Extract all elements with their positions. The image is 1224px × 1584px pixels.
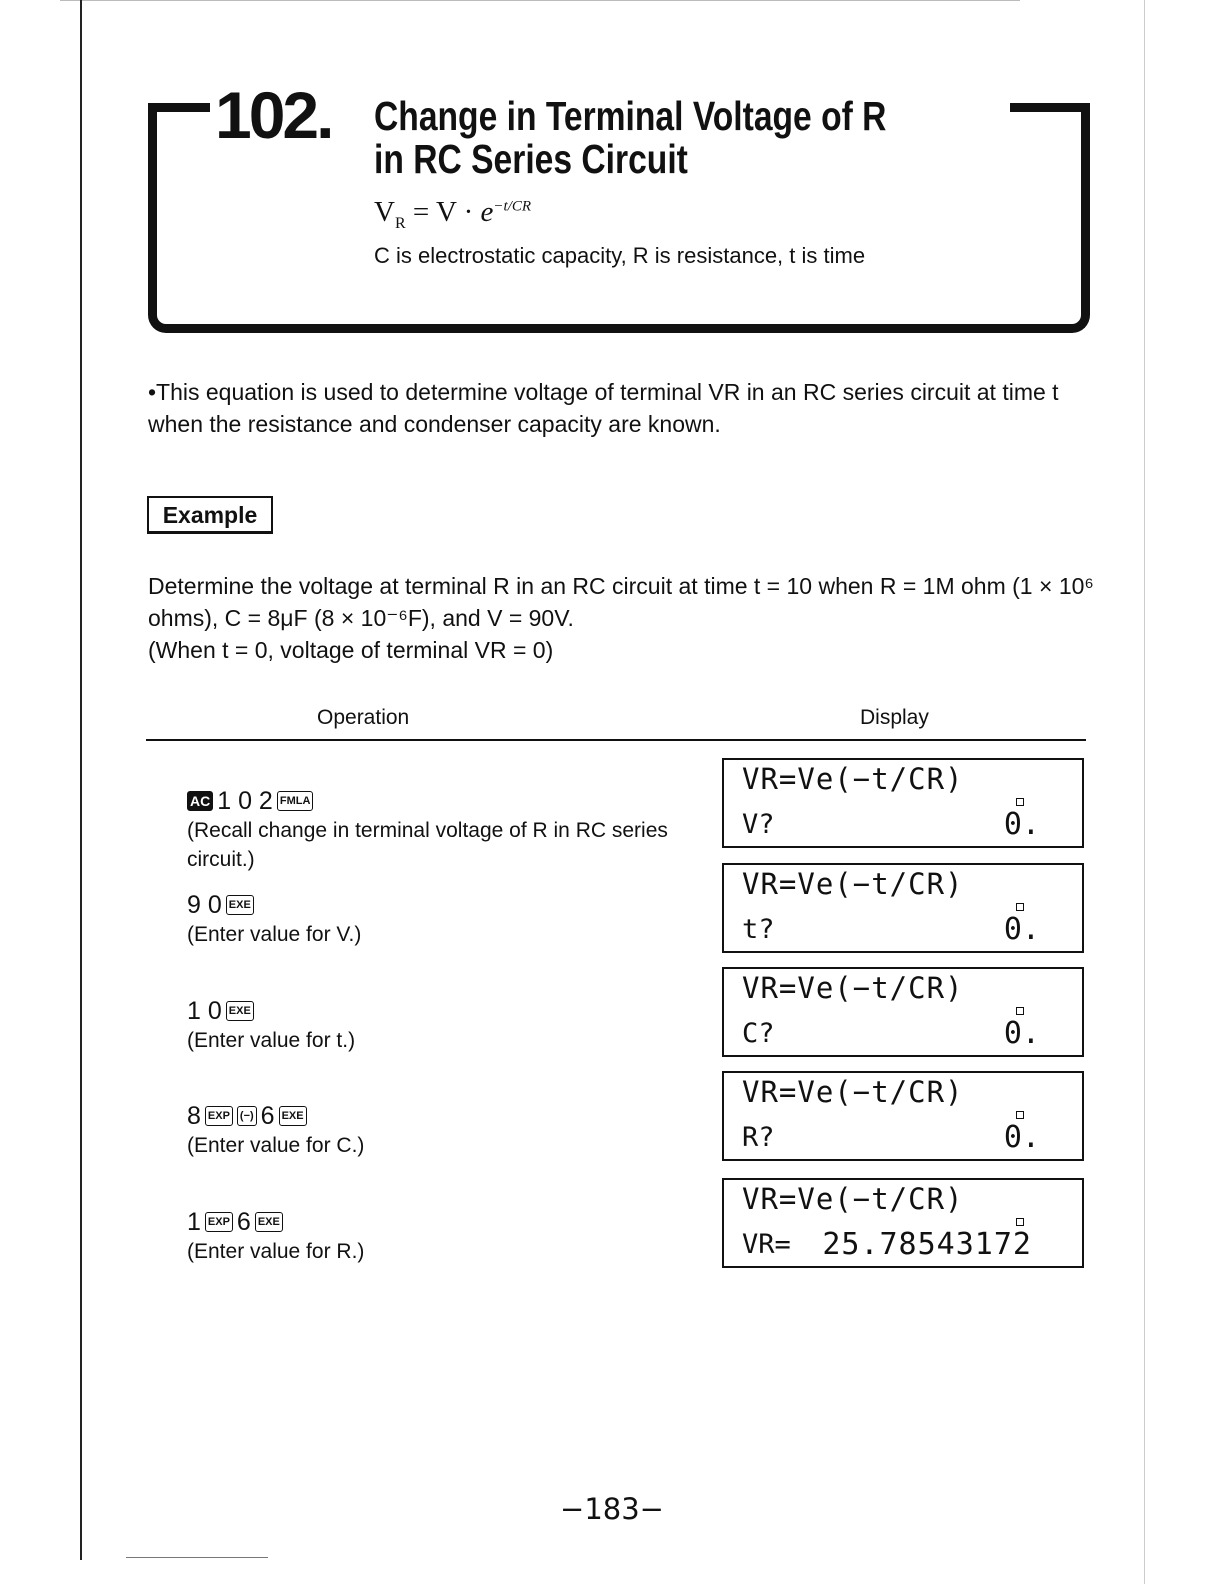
step-note: (Enter value for t.) — [187, 1029, 356, 1052]
display-value: 0. — [1003, 807, 1040, 842]
intro-text: •This equation is used to determine voltage of terminal VR in an RC series circuit at time t when the resistance and condenser capacity are known. — [148, 379, 1059, 437]
step-note: (Enter value for C.) — [187, 1134, 365, 1157]
header-divider — [146, 739, 1086, 741]
display-indicator-icon — [1016, 903, 1024, 911]
operation-step — [187, 1101, 707, 1160]
ac-key: AC — [187, 791, 213, 811]
display-result-value: 25.78543172 — [822, 1227, 1032, 1262]
display-column-header: Display — [860, 706, 929, 729]
display-formula: VR=Ve(−t/CR) — [742, 867, 964, 901]
calculator-display — [722, 758, 1084, 848]
calculator-display — [722, 1071, 1084, 1161]
key-digit: 6 — [260, 1101, 275, 1130]
formula — [374, 196, 531, 233]
example-problem — [148, 570, 1098, 666]
key-sequence — [187, 996, 707, 1026]
step-note: (Enter value for R.) — [187, 1240, 365, 1263]
exe-key: EXE — [255, 1212, 283, 1232]
key-sequence — [187, 1207, 707, 1237]
formula-base: e — [480, 196, 494, 228]
display-prompt: C? — [742, 1018, 775, 1049]
key-digits: 9 0 — [187, 890, 222, 919]
page-number: −183− — [560, 1492, 664, 1526]
key-digits: 1 0 2 — [217, 786, 273, 815]
step-note: (Enter value for V.) — [187, 923, 362, 946]
display-prompt: t? — [742, 914, 775, 945]
operation-column-header: Operation — [317, 706, 410, 729]
exe-key: EXE — [226, 1001, 254, 1021]
display-prompt: R? — [742, 1122, 775, 1153]
display-indicator-icon — [1016, 1111, 1024, 1119]
display-formula: VR=Ve(−t/CR) — [742, 1182, 964, 1216]
exe-key: EXE — [226, 895, 254, 915]
fmla-key: FMLA — [277, 791, 314, 811]
page-right-edge — [1144, 0, 1145, 1584]
footer-rule — [126, 1557, 268, 1558]
display-indicator-icon — [1016, 798, 1024, 806]
page-title: Change in Terminal Voltage of R in RC Series Circuit — [374, 93, 887, 182]
display-formula: VR=Ve(−t/CR) — [742, 1075, 964, 1109]
problem-number: 102. — [215, 78, 332, 152]
operation-step — [187, 890, 707, 949]
formula-exponent: −t/CR — [493, 198, 532, 215]
display-indicator-icon — [1016, 1218, 1024, 1226]
calculator-display — [722, 967, 1084, 1057]
display-prompt: V? — [742, 809, 775, 840]
operation-step — [187, 1207, 707, 1266]
operation-step — [187, 786, 707, 874]
exp-key: EXP — [205, 1212, 233, 1232]
exp-key: EXP — [205, 1106, 233, 1126]
calculator-display — [722, 1178, 1084, 1268]
display-prompt: VR= — [742, 1229, 791, 1260]
operation-step — [187, 996, 707, 1055]
variable-definitions: C is electrostatic capacity, R is resistance, t is time — [374, 243, 866, 268]
exe-key: EXE — [279, 1106, 307, 1126]
key-digits: 1 0 — [187, 996, 222, 1025]
display-value: 0. — [1003, 912, 1040, 947]
page-binding-edge — [80, 0, 82, 1560]
display-formula: VR=Ve(−t/CR) — [742, 971, 964, 1005]
key-digit: 8 — [187, 1101, 201, 1130]
key-sequence — [187, 1101, 707, 1131]
display-value: 0. — [1003, 1120, 1040, 1155]
display-value: 0. — [1003, 1016, 1040, 1051]
formula-left: V — [374, 196, 395, 228]
formula-subscript: R — [394, 214, 406, 232]
problem-line-1: Determine the voltage at terminal R in an RC circuit at time t = 10 when R = 1M ohm (1 × 10⁶ ohms), C = 8μF (8 × 10⁻⁶F), and V = 90V. — [148, 573, 1094, 631]
display-indicator-icon — [1016, 1007, 1024, 1015]
key-digit: 1 — [187, 1207, 201, 1236]
page-top-edge — [60, 0, 1020, 1]
key-sequence — [187, 786, 707, 816]
key-sequence — [187, 890, 707, 920]
formula-middle: = V · — [405, 196, 481, 228]
display-formula: VR=Ve(−t/CR) — [742, 762, 964, 796]
problem-line-2: (When t = 0, voltage of terminal VR = 0) — [148, 637, 554, 663]
negative-key: (−) — [237, 1106, 257, 1126]
key-digit: 6 — [236, 1207, 251, 1236]
step-note: (Recall change in terminal voltage of R in RC series circuit.) — [187, 819, 668, 871]
calculator-display — [722, 863, 1084, 953]
example-label: Example — [147, 496, 273, 534]
